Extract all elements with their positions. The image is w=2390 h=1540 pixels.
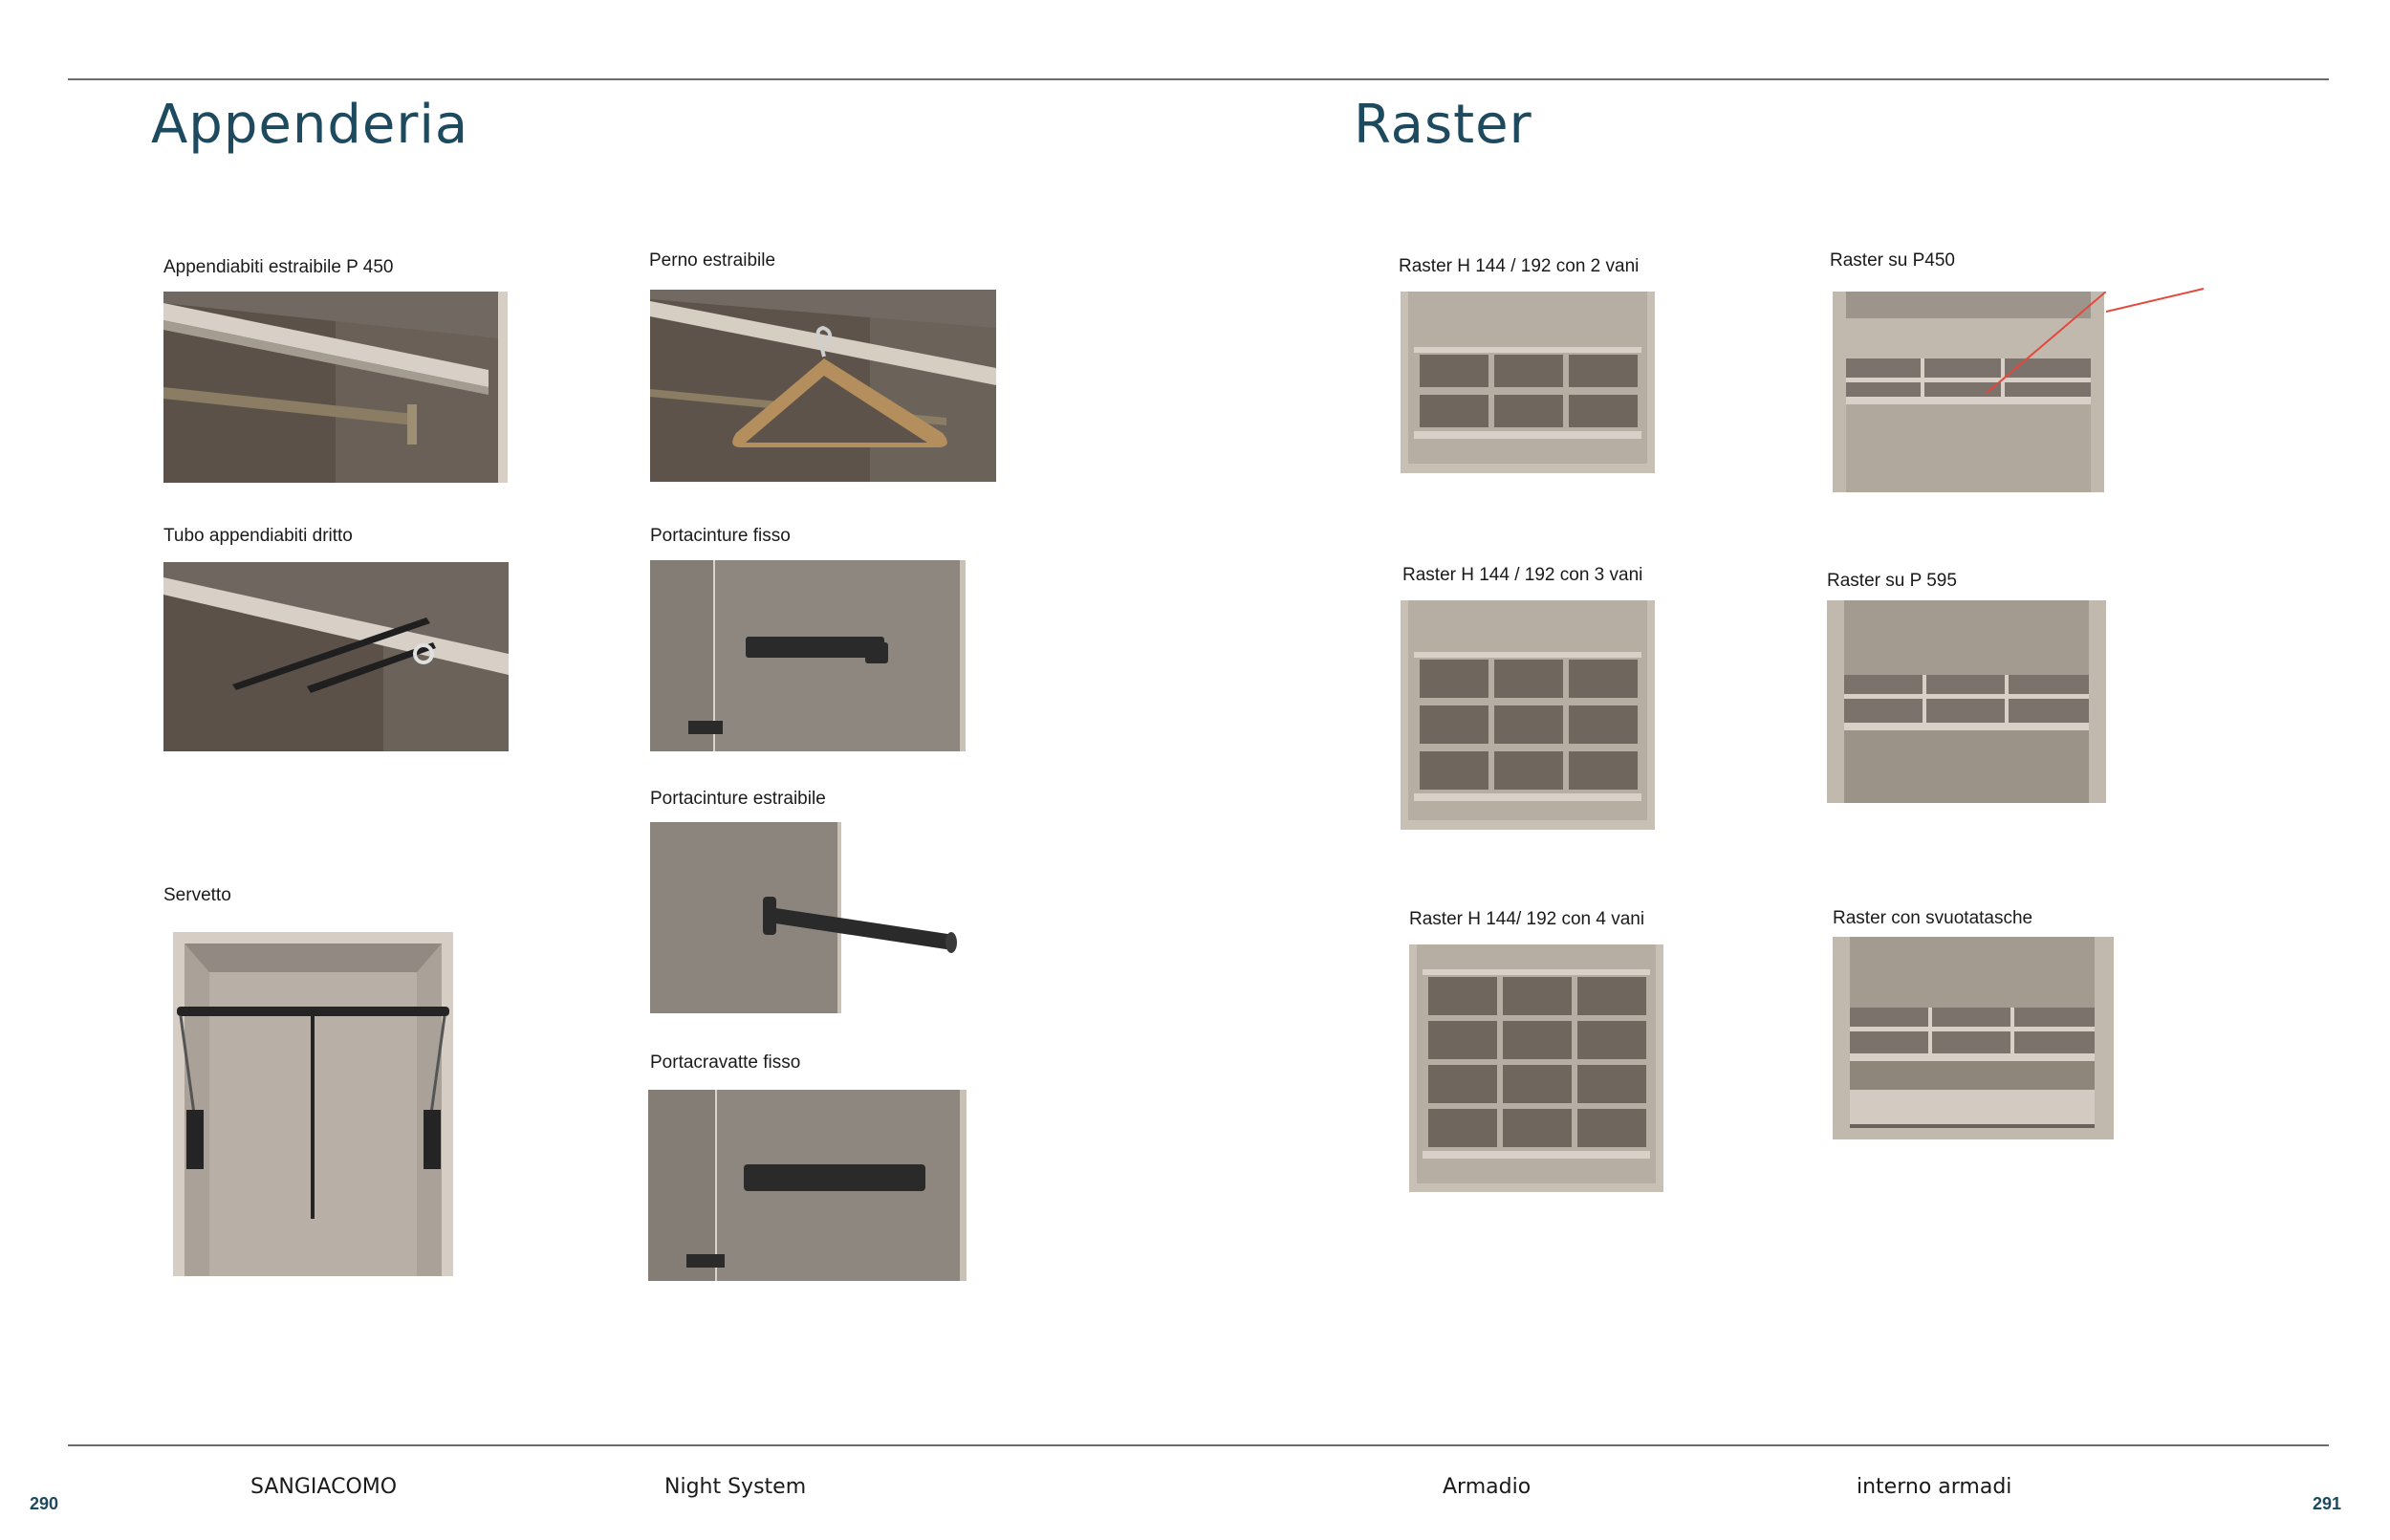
image-perno-estraibile	[650, 290, 996, 482]
image-tubo-appendiabiti	[163, 562, 509, 751]
caption-appendiabiti-estraibile: Appendiabiti estraibile P 450	[163, 257, 394, 277]
page-number-right: 291	[2313, 1494, 2342, 1513]
caption-tubo-appendiabiti: Tubo appendiabiti dritto	[163, 526, 353, 546]
caption-raster-su-p450: Raster su P450	[1830, 250, 1955, 271]
image-raster-su-p450	[1833, 292, 2106, 492]
footer-section: interno armadi	[1857, 1475, 2012, 1499]
image-appendiabiti-estraibile	[163, 292, 508, 483]
page-title-appenderia: Appenderia	[151, 94, 469, 156]
caption-portacinture-estraibile: Portacinture estraibile	[650, 789, 826, 809]
caption-portacinture-fisso: Portacinture fisso	[650, 526, 791, 546]
top-rule	[68, 78, 2329, 80]
image-portacinture-estraibile	[650, 822, 958, 1013]
image-raster-svuotatasche	[1833, 937, 2114, 1139]
page-title-raster: Raster	[1354, 94, 1532, 156]
caption-raster-4-vani: Raster H 144/ 192 con 4 vani	[1409, 909, 1645, 929]
caption-raster-2-vani: Raster H 144 / 192 con 2 vani	[1399, 256, 1640, 276]
caption-raster-3-vani: Raster H 144 / 192 con 3 vani	[1402, 565, 1643, 585]
caption-perno-estraibile: Perno estraibile	[649, 250, 776, 271]
footer-category: Armadio	[1443, 1475, 1532, 1499]
caption-raster-svuotatasche: Raster con svuotatasche	[1833, 908, 2033, 928]
caption-servetto: Servetto	[163, 885, 231, 905]
caption-raster-su-p595: Raster su P 595	[1827, 571, 1957, 591]
page-number-left: 290	[30, 1494, 59, 1513]
bottom-rule	[68, 1444, 2329, 1446]
image-portacravatte-fisso	[648, 1090, 967, 1281]
image-raster-2-vani	[1401, 292, 1655, 473]
image-raster-3-vani	[1401, 600, 1655, 830]
image-portacinture-fisso	[650, 560, 966, 751]
footer-brand: SANGIACOMO	[250, 1475, 398, 1499]
annotation-line	[2106, 287, 2205, 354]
image-servetto	[173, 932, 453, 1276]
image-raster-su-p595	[1827, 600, 2106, 803]
caption-portacravatte-fisso: Portacravatte fisso	[650, 1052, 801, 1073]
footer-collection: Night System	[664, 1475, 807, 1499]
image-raster-4-vani	[1409, 944, 1663, 1192]
